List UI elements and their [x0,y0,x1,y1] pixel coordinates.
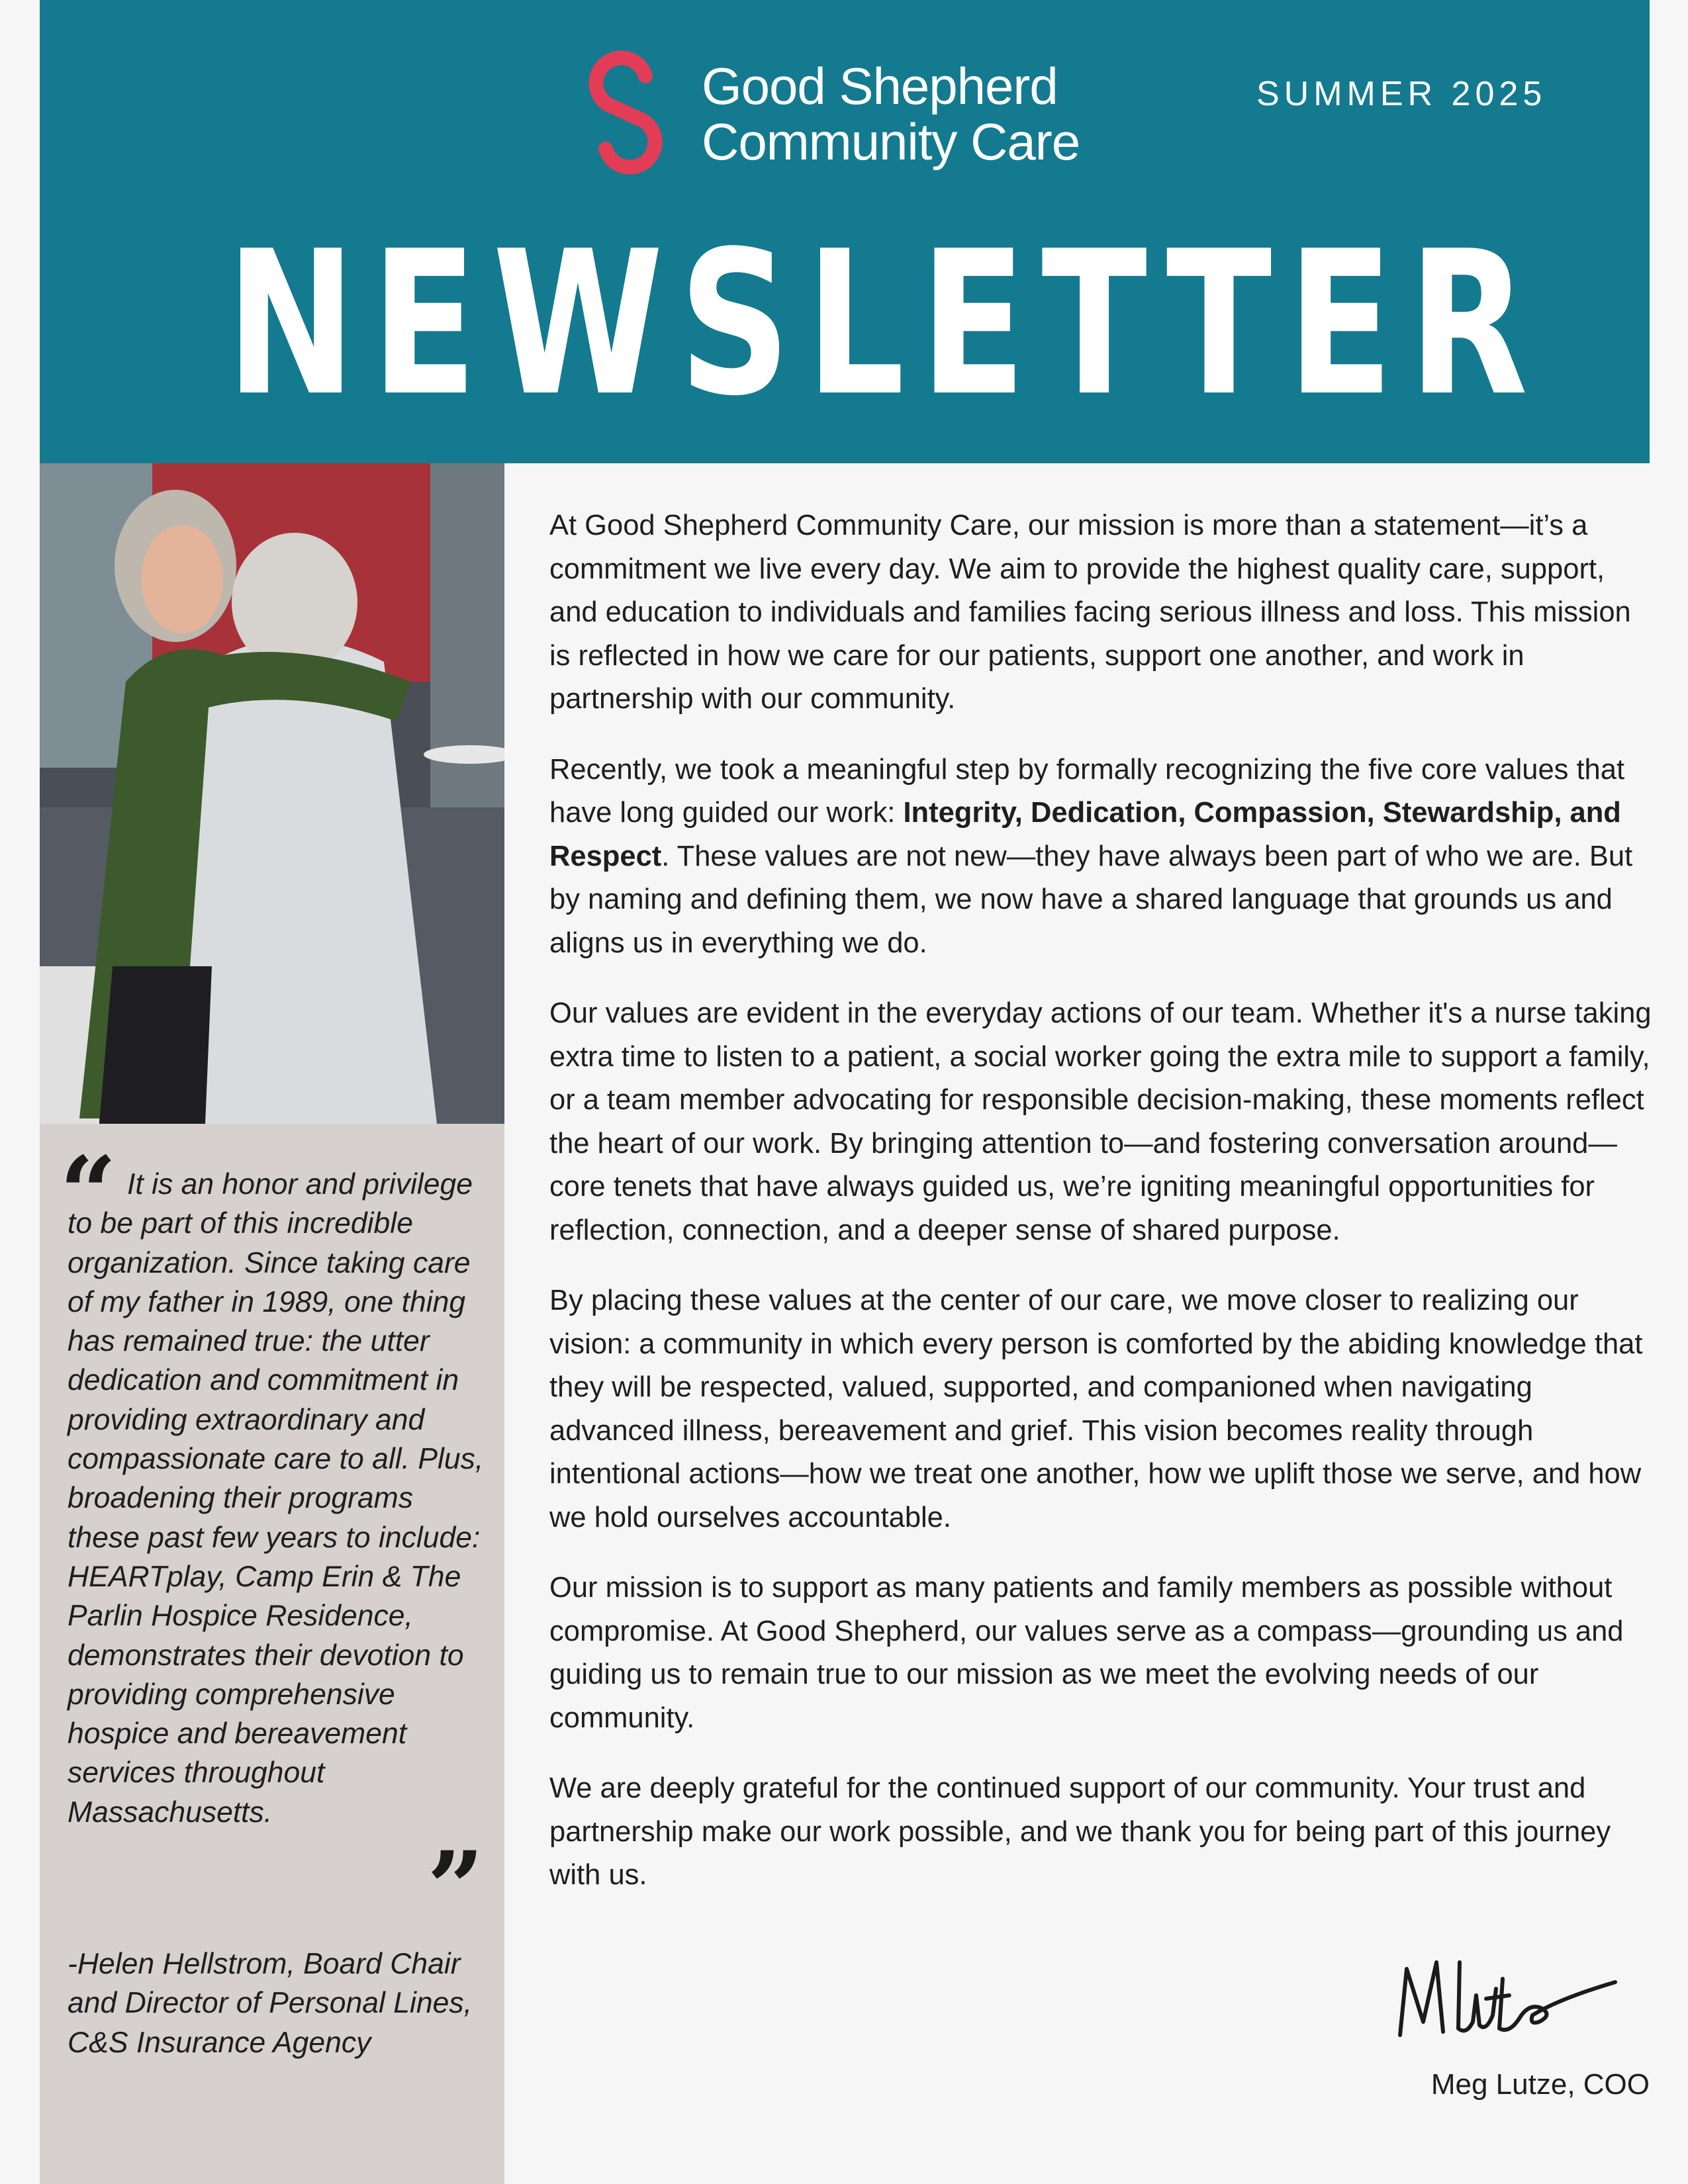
good-shepherd-logo-icon [583,46,669,179]
quote-attribution: -Helen Hellstrom, Board Chair and Director of Personal Lines, C&S Insurance Agency [68,1948,472,2059]
header-banner [40,0,1650,463]
testimonial-quote: It is an honor and privilege to be part of this incredible organization. Since taking care of my father in 1989, one thing has remained true: the utter dedication and commitment in providing extraordinary and compassionate care to all. Plus, broadening their programs these past few years to include: HEARTplay, Camp Erin & The Parlin Hospice Residence, demonstrates their devotion to providing comprehensive hospice and bereavement services throughout Massachusetts. [68,1168,484,1829]
hug-photo [40,463,504,1124]
quote-sidebar [40,1124,504,2184]
paragraph-compass: Our mission is to support as many patients and family members as possible without compromise. At Good Shepherd, our values serve as a compass—grounding us and guiding us to remain true to our mission as we meet the evolving needs of our community. [549,1572,1624,1734]
core-values-intro: Recently, we took a meaningful step by formally recognizing the five core values that have long guided our work: [549,753,1625,829]
org-name-line1: Good Shepherd [702,57,1058,115]
letter-body [549,504,1652,1925]
issue-date: SUMMER 2025 [1256,75,1547,113]
newsletter-title: NEWSLETTER [226,208,1544,439]
core-values-rest: . These values are not new—they have always been part of who we are. But by naming and defining them, we now have a shared language that grounds us and aligns us in everything we do. [549,840,1633,959]
paragraph-core-values [549,749,1652,966]
hug-photo-illustration [40,463,504,1124]
paragraph-vision: By placing these values at the center of our care, we move closer to realizing our vision: a community in which every person is comforted by the abiding knowledge that they will be respected, valued, supported, and companioned when navigating advanced illness, bereavement and grief. This vision becomes reality through intentional actions—how we treat one another, how we uplift those we serve, and how we hold ourselves accountable. [549,1285,1643,1533]
core-values-list: Integrity, Dedication, Compassion, Stewardship, and Respect [549,797,1621,872]
paragraph-mission: At Good Shepherd Community Care, our mission is more than a statement—it’s a commitment we live every day. We aim to provide the highest quality care, support, and education to individuals and families facing serious illness and loss. This mission is reflected in how we care for our patients, support one another, and work in partnership with our community. [549,510,1631,715]
signer-name: Meg Lutze, COO [1430,2068,1650,2101]
organization-name [702,58,1080,169]
paragraph-team-actions: Our values are evident in the everyday actions of our team. Whether it's a nurse taking extra time to listen to a patient, a social worker going the extra mile to support a family, or a team member advocating for responsible decision-making, these moments reflect the heart of our work. By bringing attention to—and fostering conversation around—core tenets that have always guided us, we’re igniting meaningful opportunities for reflection, connection, and a deeper sense of shared purpose. [549,997,1652,1246]
handwritten-signature [1387,1942,1625,2055]
org-name-line2: Community Care [702,113,1080,171]
open-quote-icon: “ [60,1135,117,1251]
close-quote-icon: ” [427,1830,485,1946]
paragraph-gratitude: We are deeply grateful for the continued support of our community. Your trust and partnership make our work possible, and we thank you for being part of this journey with us. [549,1772,1611,1891]
